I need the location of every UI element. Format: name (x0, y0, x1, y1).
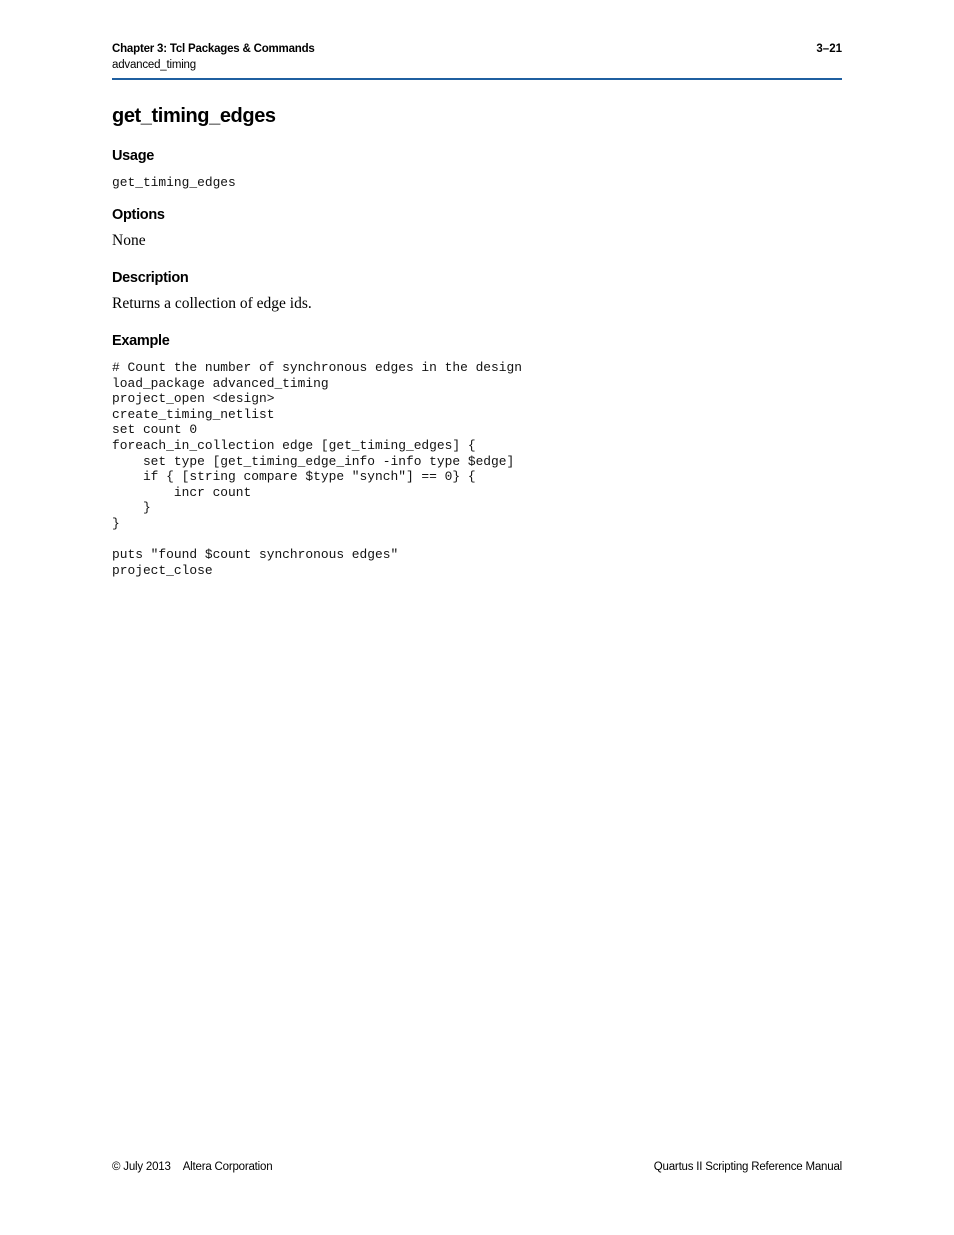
footer-manual-title: Quartus II Scripting Reference Manual (653, 1161, 842, 1173)
page-header (112, 42, 842, 80)
usage-code: get_timing_edges (112, 175, 236, 190)
header-section: advanced_timing (112, 59, 196, 71)
options-text: None (112, 232, 146, 249)
options-heading: Options (112, 207, 165, 223)
description-text: Returns a collection of edge ids. (112, 295, 312, 312)
header-chapter: Chapter 3: Tcl Packages & Commands (112, 43, 315, 55)
command-title: get_timing_edges (112, 105, 276, 127)
example-code-block: # Count the number of synchronous edges in the design load_package advanced_timing project_open <design> create_timing_netlist set count 0 foreach_in_collection edge [get_timing_edges] { set type [get_timing_edge_info -info type $edge] if { [string compare $type "synch"] == 0} { incr count } } puts "found $count synchronous edges" project_close (112, 360, 522, 578)
footer-company: Altera Corporation (182, 1161, 273, 1173)
header-page-number: 3–21 (816, 43, 842, 55)
description-heading: Description (112, 270, 189, 286)
footer-left (112, 1161, 272, 1173)
usage-heading: Usage (112, 148, 155, 164)
example-heading: Example (112, 333, 170, 349)
footer-copyright: © July 2013 (112, 1161, 171, 1173)
